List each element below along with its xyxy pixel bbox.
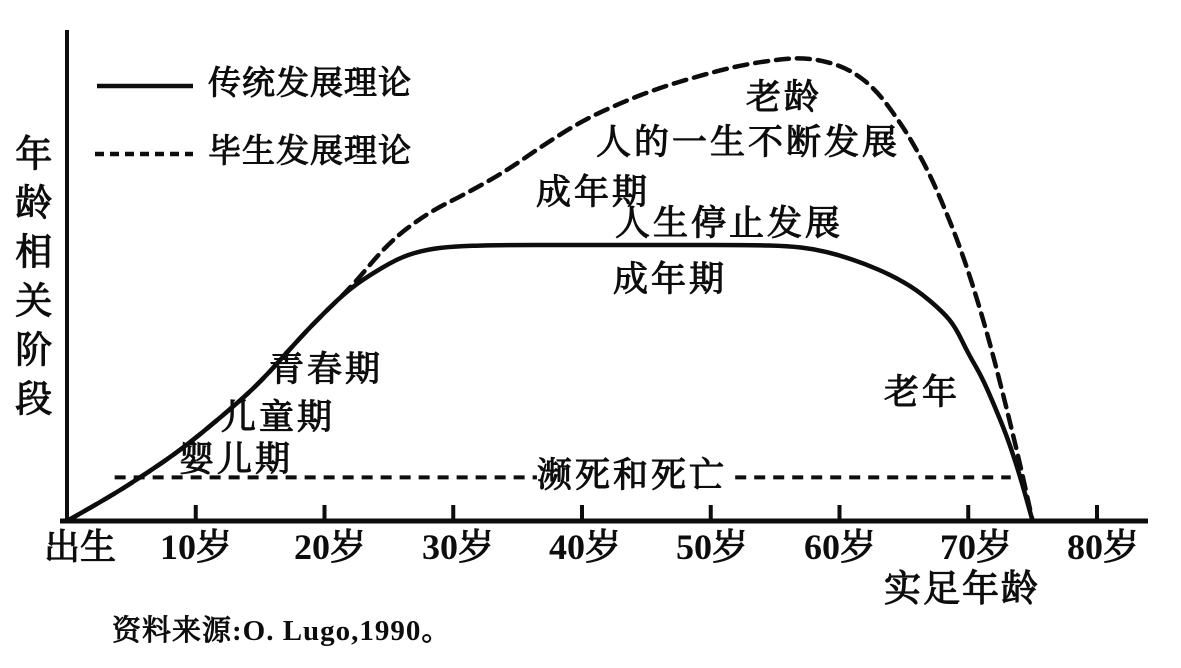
annotation-dying-and-death: 濒死和死亡 <box>537 456 728 495</box>
x-tick-label-50: 50岁 <box>675 527 749 567</box>
x-tick-label-birth: 出生 <box>43 527 117 567</box>
annotation-lifelong-development: 人的一生不断发展 <box>596 123 901 162</box>
annotation-old-age: 老年 <box>884 373 961 412</box>
x-tick-label-70: 70岁 <box>939 527 1013 567</box>
annotation-old-age-peak: 老龄 <box>746 78 823 117</box>
annotation-infancy: 婴儿期 <box>179 440 294 479</box>
annotation-childhood: 儿童期 <box>221 398 336 437</box>
annotation-development-stops: 人生停止发展 <box>615 204 844 243</box>
x-tick-label-10: 10岁 <box>159 527 233 567</box>
x-tick-label-40: 40岁 <box>548 527 622 567</box>
y-axis-label: 年龄相关阶段 <box>8 134 50 428</box>
x-tick-label-20: 20岁 <box>293 527 367 567</box>
legend-label-traditional: 传统发展理论 <box>208 66 412 102</box>
source-note: 资料来源:O. Lugo,1990。 <box>112 615 452 647</box>
annotation-adolescence: 青春期 <box>269 350 384 389</box>
legend-label-lifespan: 毕生发展理论 <box>208 134 412 170</box>
x-tick-label-30: 30岁 <box>421 527 495 567</box>
annotation-adulthood-lower: 成年期 <box>613 260 728 299</box>
x-tick-label-80: 80岁 <box>1066 527 1140 567</box>
annotation-adulthood-upper: 成年期 <box>536 173 651 212</box>
x-axis-title: 实足年龄 <box>884 569 1040 610</box>
x-tick-label-60: 60岁 <box>803 527 877 567</box>
